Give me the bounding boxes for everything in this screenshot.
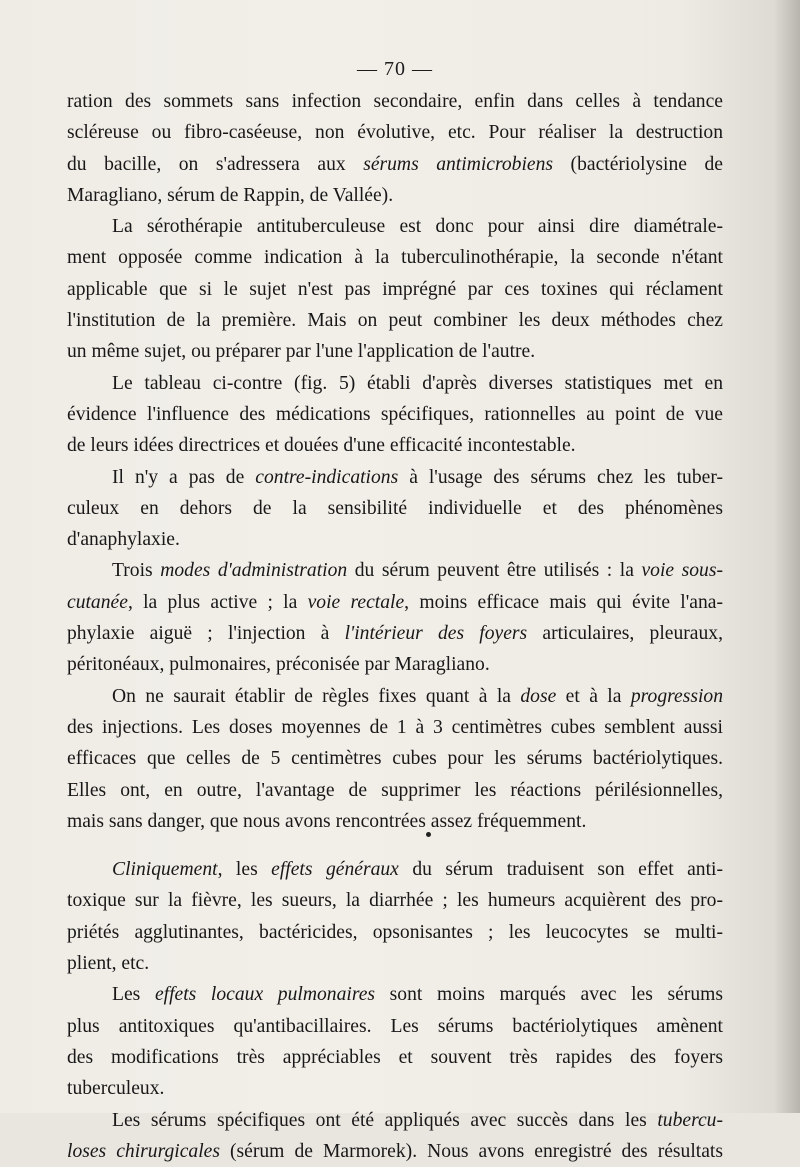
text-line [67, 274, 723, 305]
text-line [67, 743, 723, 774]
text-line [67, 368, 723, 399]
text-run: efficaces que celles de 5 centimètres cubes pour les sérums bactériolytiques. [67, 748, 723, 769]
italic-term: dose [520, 686, 556, 707]
text-line [67, 336, 723, 367]
text-run: Elles ont, en outre, l'avantage de supprimer les réactions périlésionnelles, [67, 780, 723, 801]
body-text [67, 86, 723, 1167]
text-line [67, 885, 723, 916]
text-run: péritonéaux, pulmonaires, préconisée par Maragliano. [67, 654, 490, 675]
text-line [67, 806, 723, 837]
italic-term: Cliniquement [112, 859, 218, 880]
text-line [67, 305, 723, 336]
text-line [67, 1073, 723, 1104]
text-line [67, 180, 723, 211]
text-line [67, 524, 723, 555]
text-line [67, 854, 723, 885]
italic-term: l'intérieur des foyers [345, 623, 528, 644]
text-line [67, 618, 723, 649]
text-line [67, 242, 723, 273]
text-run: On ne saurait établir de règles fixes quant à la [112, 686, 520, 707]
text-run: phylaxie aiguë ; l'injection à [67, 623, 345, 644]
text-run: toxique sur la fièvre, les sueurs, la diarrhée ; les humeurs acquièrent des pro- [67, 890, 723, 911]
paragraph [67, 1105, 723, 1167]
text-run: des injections. Les doses moyennes de 1 à 3 centimètres cubes semblent aussi [67, 717, 723, 738]
page-edge-shadow [774, 0, 800, 1113]
text-run: , moins efficace mais qui évite l'ana- [404, 592, 723, 613]
text-line [67, 462, 723, 493]
text-line [67, 681, 723, 712]
text-line [67, 1105, 723, 1136]
text-run: ration des sommets sans infection secondaire, enfin dans celles à tendance [67, 91, 723, 112]
text-run: La sérothérapie antituberculeuse est donc pour ainsi dire diamétrale- [112, 216, 723, 237]
text-line [67, 86, 723, 117]
paragraph [67, 462, 723, 556]
text-run: (bactériolysine de [553, 154, 723, 175]
text-run: , la plus active ; la [128, 592, 308, 613]
text-run: l'institution de la première. Mais on peut combiner les deux méthodes chez [67, 310, 723, 331]
text-run: Maragliano, sérum de Rappin, de Vallée). [67, 185, 393, 206]
text-run: du bacille, on s'adressera aux [67, 154, 363, 175]
paragraph [67, 555, 723, 680]
paragraph [67, 979, 723, 1104]
text-run: plus antitoxiques qu'antibacillaires. Les sérums bactériolytiques amènent [67, 1016, 723, 1037]
page-number: — 70 — [0, 58, 790, 81]
paragraph [67, 681, 723, 837]
text-run: Trois [112, 560, 160, 581]
italic-term: effets locaux pulmonaires [155, 984, 375, 1005]
text-run: mais sans danger, que nous avons rencontrées assez fréquemment. [67, 811, 586, 832]
text-run: priétés agglutinantes, bactéricides, opsonisantes ; les leucocytes se multi- [67, 922, 723, 943]
text-line [67, 211, 723, 242]
text-run: du sérum peuvent être utilisés : la [347, 560, 641, 581]
text-run: et à la [556, 686, 631, 707]
text-run: sont moins marqués avec les sérums [375, 984, 723, 1005]
paragraph [67, 368, 723, 462]
text-run: scléreuse ou fibro-caséeuse, non évolutive, etc. Pour réaliser la destruction [67, 122, 723, 143]
text-run: ment opposée comme indication à la tuberculinothérapie, la seconde n'étant [67, 247, 723, 268]
text-line [67, 649, 723, 680]
text-run: applicable que si le sujet n'est pas imprégné par ces toxines qui réclament [67, 279, 723, 300]
text-line [67, 117, 723, 148]
text-line [67, 493, 723, 524]
text-line [67, 1136, 723, 1167]
text-line [67, 555, 723, 586]
text-line [67, 917, 723, 948]
text-line [67, 948, 723, 979]
text-run: culeux en dehors de la sensibilité individuelle et des phénomènes [67, 498, 723, 519]
text-line [67, 1042, 723, 1073]
text-run: des modifications très appréciables et souvent très rapides des foyers [67, 1047, 723, 1068]
text-run: évidence l'influence des médications spécifiques, rationnelles au point de vue [67, 404, 723, 425]
text-run: , les [218, 859, 272, 880]
text-run: (sérum de Marmorek). Nous avons enregistré des résultats [220, 1141, 723, 1162]
text-run: Les [112, 984, 155, 1005]
text-line [67, 775, 723, 806]
italic-term: loses chirurgicales [67, 1141, 220, 1162]
italic-term: contre-indications [255, 467, 398, 488]
text-run: à l'usage des sérums chez les tuber- [398, 467, 723, 488]
text-run: articulaires, pleuraux, [527, 623, 723, 644]
paragraph [67, 854, 723, 979]
text-line [67, 712, 723, 743]
italic-term: tubercu- [657, 1110, 723, 1131]
text-run: d'anaphylaxie. [67, 529, 180, 550]
text-run: tuberculeux. [67, 1078, 164, 1099]
text-run: Les sérums spécifiques ont été appliqués avec succès dans les [112, 1110, 657, 1131]
italic-term: modes d'administration [160, 560, 347, 581]
text-run: du sérum traduisent son effet anti- [399, 859, 723, 880]
text-line [67, 587, 723, 618]
italic-term: voie rectale [308, 592, 405, 613]
text-line [67, 979, 723, 1010]
ink-speck [426, 832, 431, 837]
italic-term: progression [631, 686, 723, 707]
text-line [67, 149, 723, 180]
text-line [67, 1011, 723, 1042]
italic-term: cutanée [67, 592, 128, 613]
text-run: de leurs idées directrices et douées d'une efficacité incontestable. [67, 435, 576, 456]
text-run: Il n'y a pas de [112, 467, 255, 488]
text-line [67, 430, 723, 461]
italic-term: voie sous- [641, 560, 723, 581]
italic-term: effets généraux [271, 859, 399, 880]
italic-term: sérums antimicrobiens [363, 154, 553, 175]
paragraph [67, 211, 723, 367]
text-run: Le tableau ci-contre (fig. 5) établi d'après diverses statistiques met en [112, 373, 723, 394]
text-run: plient, etc. [67, 953, 149, 974]
paragraph [67, 86, 723, 211]
text-line [67, 399, 723, 430]
text-run: un même sujet, ou préparer par l'une l'application de l'autre. [67, 341, 535, 362]
